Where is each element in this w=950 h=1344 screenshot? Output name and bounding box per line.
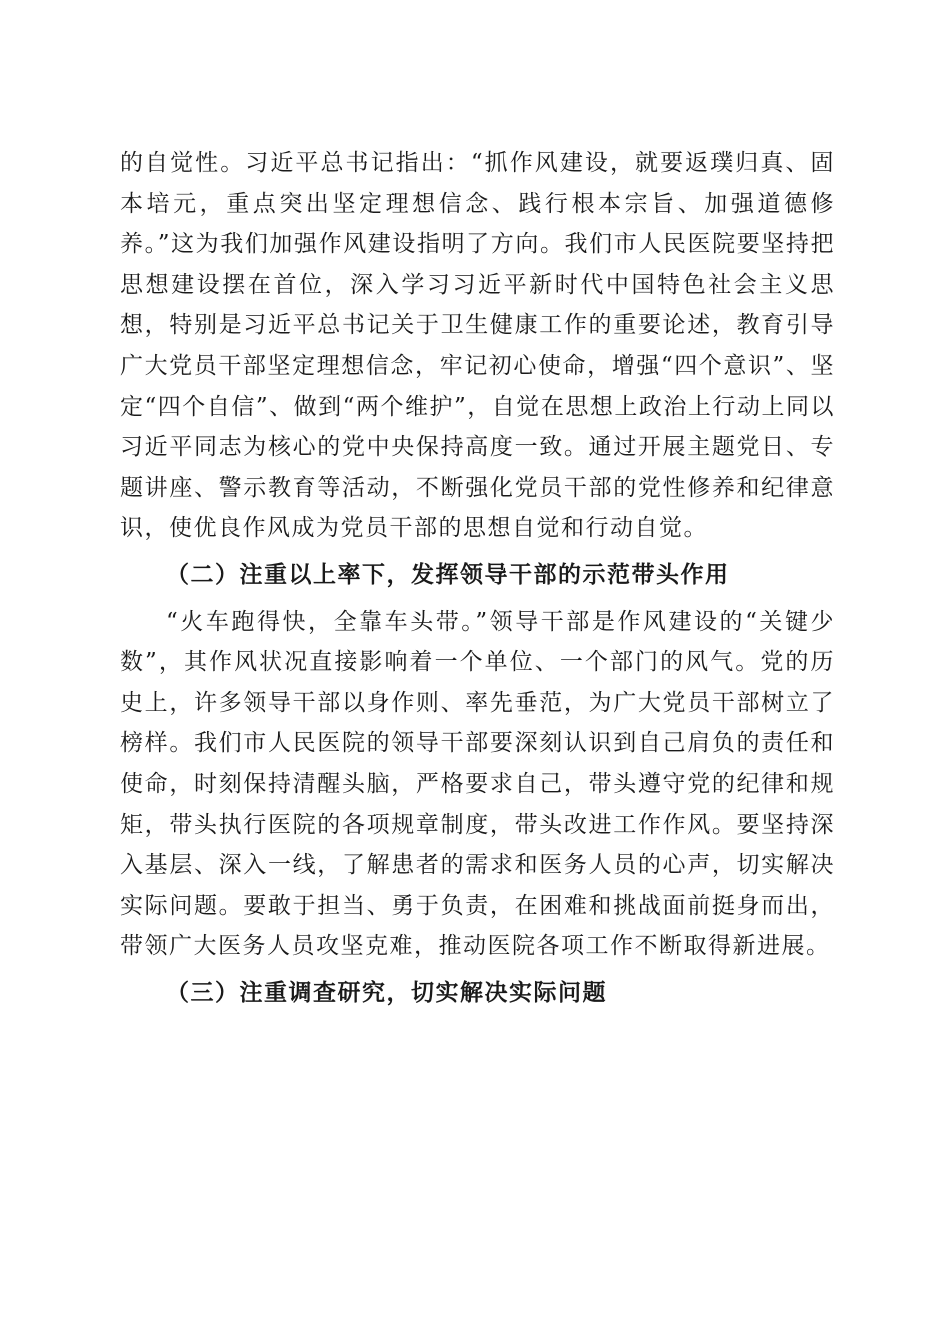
document-body	[120, 143, 835, 1019]
section-heading-leadership-example: （二）注重以上率下，发挥领导干部的示范带头作用	[166, 560, 730, 588]
paragraph-ideological-building: 的自觉性。习近平总书记指出：“抓作风建设，就要返璞归真、固本培元，重点突出坚定理想信念、践行根本宗旨、加强道德修养。”这为我们加强作风建设指明了方向。我们市人民医院要坚持把思想建设摆在首位，深入学习习近平新时代中国特色社会主义思想，特别是习近平总书记关于卫生健康工作的重要论述，教育引导广大党员干部坚定理想信念，牢记初心使命，增强“四个意识”、坚定“四个自信”、做到“两个维护”，自觉在思想上政治上行动上同以习近平同志为核心的党中央保持高度一致。通过开展主题党日、专题讲座、警示教育等活动，不断强化党员干部的党性修养和纪律意识，使优良作风成为党员干部的思想自觉和行动自觉。	[120, 150, 835, 542]
section-heading-investigation-research: （三）注重调查研究，切实解决实际问题	[166, 978, 607, 1006]
paragraph-leadership-example: “火车跑得快，全靠车头带。”领导干部是作风建设的“关键少数”，其作风状况直接影响着一个单位、一个部门的风气。党的历史上，许多领导干部以身作则、率先垂范，为广大党员干部树立了榜样。我们市人民医院的领导干部要深刻认识到自己肩负的责任和使命，时刻保持清醒头脑，严格要求自己，带头遵守党的纪律和规矩，带头执行医院的各项规章制度，带头改进工作作风。要坚持深入基层、深入一线，了解患者的需求和医务人员的心声，切实解决实际问题。要敢于担当、勇于负责，在困难和挑战面前挺身而出，带领广大医务人员攻坚克难，推动医院各项工作不断取得新进展。	[120, 608, 835, 960]
